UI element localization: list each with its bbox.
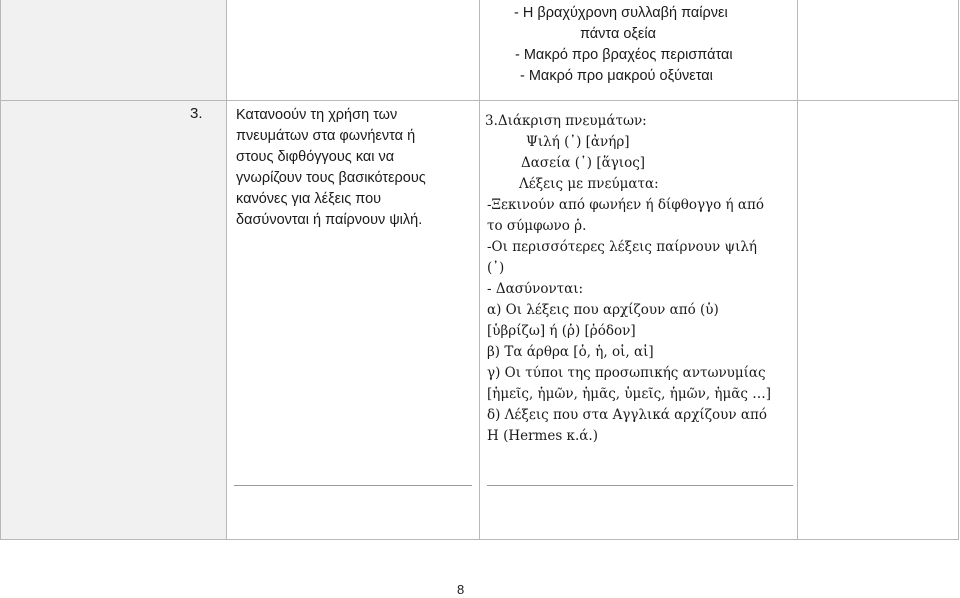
content-line-16: Η (Hermes κ.ά.) bbox=[487, 428, 598, 444]
content-line-13: γ) Οι τύποι της προσωπικής αντωνυμίας bbox=[487, 365, 766, 381]
table-border-col2 bbox=[479, 0, 480, 540]
content-line-5: -Ξεκινούν από φωνήεν ή δίφθογγο ή από bbox=[487, 197, 765, 213]
table-border-row bbox=[0, 100, 959, 101]
top-line-4: - Μακρό προ μακρού οξύνεται bbox=[520, 68, 713, 84]
content-line-15: δ) Λέξεις που στα Αγγλικά αρχίζουν από bbox=[487, 407, 767, 423]
content-line-6: το σύμφωνο ῥ. bbox=[487, 218, 587, 234]
page-number: 8 bbox=[457, 582, 465, 597]
blank-line-objective bbox=[234, 485, 472, 486]
content-line-1: 3.Διάκριση πνευμάτων: bbox=[485, 113, 647, 129]
table-border-col3 bbox=[797, 0, 798, 540]
content-line-8: (᾿) bbox=[487, 260, 505, 276]
top-line-3: - Μακρό προ βραχέος περισπάται bbox=[515, 47, 733, 63]
objective-line-1: Κατανοούν τη χρήση των bbox=[236, 107, 398, 123]
table-border-right bbox=[958, 0, 959, 540]
top-line-1: - Η βραχύχρονη συλλαβή παίρνει bbox=[514, 5, 728, 21]
table-border-left bbox=[0, 0, 1, 540]
content-line-10: α) Οι λέξεις που αρχίζουν από (ὑ) bbox=[487, 302, 719, 318]
top-line-2: πάντα οξεία bbox=[580, 26, 656, 42]
content-line-12: β) Τα άρθρα [ὁ, ἡ, οἱ, αἱ] bbox=[487, 344, 654, 360]
blank-line-content bbox=[487, 485, 793, 486]
content-line-3: Δασεία (῾) [ἅγιος] bbox=[521, 155, 646, 171]
objective-line-2: πνευμάτων στα φωνήεντα ή bbox=[236, 128, 416, 144]
content-line-7: -Οι περισσότερες λέξεις παίρνουν ψιλή bbox=[487, 239, 758, 255]
row-number: 3. bbox=[190, 105, 203, 122]
first-column-shading bbox=[0, 0, 226, 540]
objective-line-3: στους διφθόγγους και να bbox=[236, 149, 395, 165]
objective-line-5: κανόνες για λέξεις που bbox=[236, 191, 382, 207]
table-border-col1 bbox=[226, 0, 227, 540]
objective-line-4: γνωρίζουν τους βασικότερους bbox=[236, 170, 426, 186]
content-line-14: [ἡμεῖς, ἡμῶν, ἡμᾶς, ὑμεῖς, ἡμῶν, ἡμᾶς …] bbox=[487, 386, 772, 402]
content-line-9: - Δασύνονται: bbox=[487, 281, 584, 297]
content-line-2: Ψιλή (᾿) [ἀνήρ] bbox=[526, 134, 630, 150]
table-border-bottom bbox=[0, 539, 959, 540]
content-line-4: Λέξεις με πνεύματα: bbox=[519, 176, 659, 192]
content-line-11: [ὑβρίζω] ή (ῥ) [ῥόδον] bbox=[487, 323, 636, 339]
objective-line-6: δασύνονται ή παίρνουν ψιλή. bbox=[236, 212, 423, 228]
